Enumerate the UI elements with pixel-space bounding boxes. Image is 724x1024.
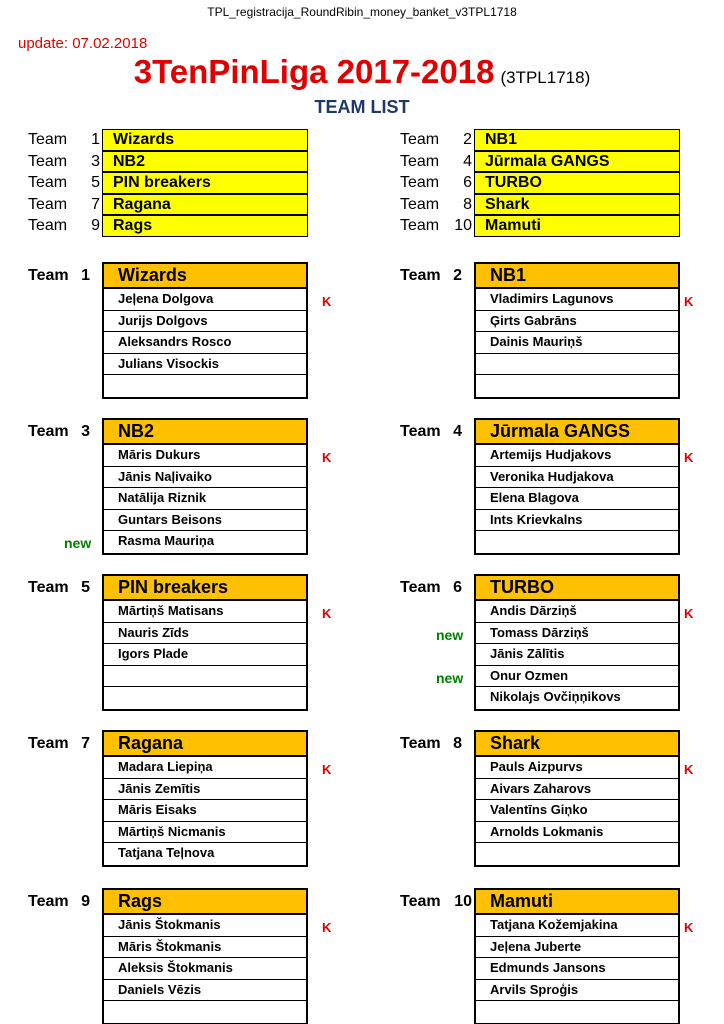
summary-team-number: 8 (463, 195, 472, 213)
player-row: Jānis Zālītis (476, 644, 678, 666)
summary-team-number: 5 (91, 174, 100, 191)
team-label (28, 893, 88, 911)
player-row: Mārtiņš Matisans (104, 601, 306, 623)
player-row: Andis Dārziņš (476, 601, 678, 623)
captain-marker: K (322, 920, 332, 935)
player-row: Rasma Mauriņa (118, 533, 215, 548)
team-word: Team (28, 735, 69, 752)
team-word: Team (28, 152, 68, 170)
team-name: TURBO (476, 576, 678, 601)
player-row: Mārtiņš Nicmanis (104, 822, 306, 844)
league-title: 3TenPinLiga 2017-2018 (133, 53, 495, 90)
team-word: Team (400, 579, 441, 596)
summary-team-name: TURBO (474, 172, 680, 194)
team-roster-box (102, 262, 308, 399)
player-row: Ģirts Gabrāns (476, 311, 678, 333)
summary-team-name: Ragana (102, 194, 308, 216)
team-name: PIN breakers (104, 576, 306, 601)
team-name: Shark (476, 732, 678, 757)
player-row: Māris Eisaks (104, 800, 306, 822)
summary-team-name: Shark (474, 194, 680, 216)
player-row: Aivars Zaharovs (476, 779, 678, 801)
file-name: TPL_registracija_RoundRibin_money_banket_v3TPL1718 (207, 5, 517, 19)
summary-team-label (400, 174, 470, 192)
captain-marker: K (684, 762, 694, 777)
player-row: Madara Liepiņa (104, 757, 306, 779)
summary-team-name: Rags (102, 215, 308, 237)
summary-team-number: 10 (454, 217, 472, 234)
update-date: update: 07.02.2018 (18, 35, 148, 52)
team-word: Team (28, 893, 69, 910)
player-row: Jānis Zemītis (104, 779, 306, 801)
player-row: Nikolajs Ovčiņņikovs (490, 689, 621, 704)
captain-marker: K (684, 450, 694, 465)
team-word: Team (28, 423, 69, 440)
team-roster-box (102, 418, 308, 555)
player-row (476, 1001, 678, 1023)
player-row: Elena Blagova (476, 488, 678, 510)
summary-team-label (28, 174, 98, 192)
player-row: Aleksandrs Rosco (104, 332, 306, 354)
team-roster-box (102, 888, 308, 1024)
player-row (104, 666, 306, 688)
player-row: Natālija Riznik (104, 488, 306, 510)
summary-row (400, 194, 690, 216)
player-row (476, 843, 678, 865)
team-word: Team (400, 195, 440, 213)
team-roster-box (474, 418, 680, 555)
player-row: Arnolds Lokmanis (476, 822, 678, 844)
team-label (400, 423, 460, 441)
summary-row (28, 151, 318, 173)
team-word: Team (400, 267, 441, 284)
page-title (0, 53, 724, 91)
summary-team-name: PIN breakers (102, 172, 308, 194)
team-word: Team (28, 174, 68, 191)
player-row (104, 1001, 306, 1023)
captain-marker: K (684, 606, 694, 621)
summary-row (28, 215, 318, 237)
summary-team-number: 6 (463, 174, 472, 191)
summary-team-name: Wizards (102, 129, 308, 151)
player-row: Jeļena Juberte (476, 937, 678, 959)
player-row: Tatjana Kožemjakina (476, 915, 678, 937)
team-word: Team (400, 893, 441, 910)
team-number: 6 (453, 579, 462, 596)
team-number: 7 (81, 735, 90, 752)
summary-team-name: NB1 (474, 129, 680, 151)
summary-team-label (28, 131, 98, 149)
summary-team-number: 4 (463, 152, 472, 170)
player-row: Pauls Aizpurvs (476, 757, 678, 779)
summary-row (28, 172, 318, 194)
player-row: Aleksis Štokmanis (104, 958, 306, 980)
summary-team-number: 7 (91, 195, 100, 213)
captain-marker: K (322, 762, 332, 777)
player-row: Tatjana Teļnova (118, 845, 215, 860)
team-name: NB2 (104, 420, 306, 445)
team-word: Team (400, 152, 440, 170)
team-roster-box (102, 730, 308, 867)
summary-team-name: Jūrmala GANGS (474, 151, 680, 173)
team-number: 9 (81, 893, 90, 910)
team-word: Team (400, 423, 441, 440)
team-word: Team (400, 735, 441, 752)
team-label (400, 893, 472, 911)
player-row (104, 687, 306, 709)
summary-row (400, 215, 690, 237)
player-row (476, 531, 678, 553)
player-row: Jeļena Dolgova (104, 289, 306, 311)
team-name: Wizards (104, 264, 306, 289)
captain-marker: K (684, 920, 694, 935)
summary-team-number: 1 (91, 131, 100, 148)
captain-marker: K (322, 450, 332, 465)
team-word: Team (28, 131, 68, 148)
player-row: Artemijs Hudjakovs (476, 445, 678, 467)
player-row: Veronika Hudjakova (476, 467, 678, 489)
player-row: Edmunds Jansons (476, 958, 678, 980)
team-roster-box (474, 888, 680, 1024)
player-row: Daniels Vēzis (104, 980, 306, 1002)
new-player-marker: new (64, 535, 92, 551)
team-label (28, 735, 88, 753)
new-player-marker: new (436, 669, 464, 686)
player-row: Guntars Beisons (104, 510, 306, 532)
player-row (476, 354, 678, 376)
team-roster-box (474, 574, 680, 711)
player-row: Māris Štokmanis (104, 937, 306, 959)
team-word: Team (400, 174, 440, 191)
player-row: Onur Ozmen (476, 666, 678, 688)
player-row: Vladimirs Lagunovs (476, 289, 678, 311)
summary-team-name: NB2 (102, 151, 308, 173)
player-row (476, 375, 678, 397)
team-word: Team (400, 217, 440, 234)
summary-team-number: 2 (463, 131, 472, 148)
team-label (400, 267, 460, 285)
player-row: Māris Dukurs (104, 445, 306, 467)
team-name: Ragana (104, 732, 306, 757)
summary-row (400, 129, 690, 151)
player-row: Ints Krievkalns (476, 510, 678, 532)
new-player-marker: new (436, 626, 464, 643)
team-word: Team (28, 195, 68, 213)
summary-row (400, 151, 690, 173)
league-code: (3TPL1718) (500, 68, 591, 87)
team-roster-box (474, 730, 680, 867)
player-row: Jurijs Dolgovs (104, 311, 306, 333)
summary-team-number: 3 (91, 152, 100, 170)
player-row: Jānis Štokmanis (104, 915, 306, 937)
player-row: Igors Plade (104, 644, 306, 666)
summary-team-label (400, 196, 470, 214)
player-row: Nauris Zīds (104, 623, 306, 645)
player-row (104, 375, 306, 397)
team-roster-box (474, 262, 680, 399)
summary-team-label (28, 217, 98, 235)
summary-row (400, 172, 690, 194)
captain-marker: K (684, 294, 694, 309)
team-label (400, 579, 460, 597)
team-label (28, 579, 88, 597)
captain-marker: K (322, 294, 332, 309)
captain-marker: K (322, 606, 332, 621)
team-word: Team (28, 217, 68, 234)
team-label (28, 267, 88, 285)
player-row: Tomass Dārziņš (476, 623, 678, 645)
summary-team-name: Mamuti (474, 215, 680, 237)
player-row: Julians Visockis (104, 354, 306, 376)
team-number: 5 (81, 579, 90, 596)
team-number: 10 (454, 893, 472, 910)
page-subtitle: TEAM LIST (314, 97, 410, 117)
summary-team-label (28, 153, 98, 171)
team-name: Mamuti (476, 890, 678, 915)
player-row: Jānis Naļivaiko (104, 467, 306, 489)
summary-team-label (400, 153, 470, 171)
summary-team-label (28, 196, 98, 214)
team-number: 8 (453, 735, 462, 752)
team-number: 2 (453, 267, 462, 284)
team-name: Jūrmala GANGS (476, 420, 678, 445)
team-number: 1 (81, 267, 90, 284)
summary-row (28, 129, 318, 151)
team-word: Team (28, 579, 69, 596)
team-word: Team (400, 131, 440, 148)
player-row: Dainis Mauriņš (476, 332, 678, 354)
team-word: Team (28, 267, 69, 284)
team-number: 3 (81, 423, 90, 440)
team-roster-box (102, 574, 308, 711)
summary-row (28, 194, 318, 216)
summary-team-label (400, 217, 470, 235)
team-name: Rags (104, 890, 306, 915)
team-name: NB1 (476, 264, 678, 289)
team-number: 4 (453, 423, 462, 440)
summary-team-label (400, 131, 470, 149)
team-label (28, 423, 88, 441)
player-row: Valentīns Giņko (476, 800, 678, 822)
summary-team-number: 9 (91, 217, 100, 234)
player-row: Arvils Sproģis (476, 980, 678, 1002)
team-label (400, 735, 460, 753)
